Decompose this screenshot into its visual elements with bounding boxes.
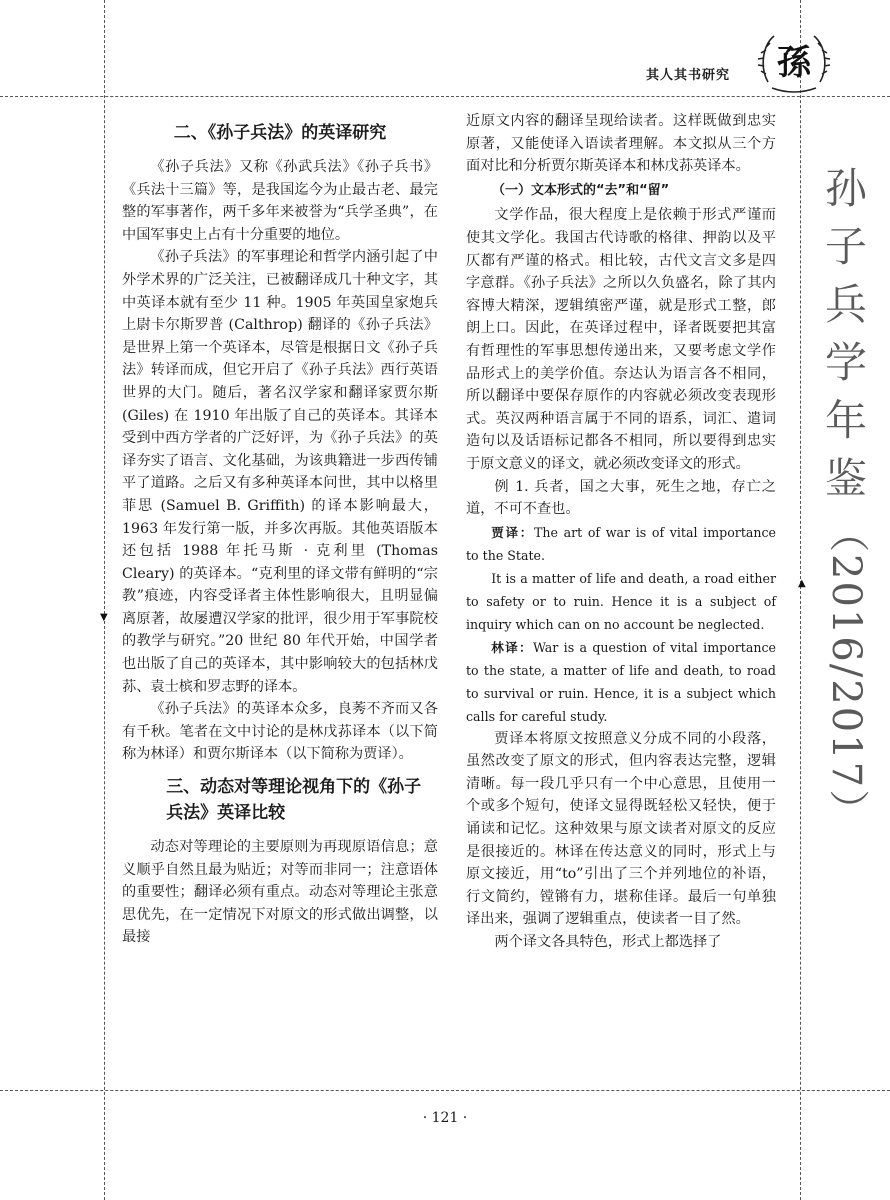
section-heading: 二、《孙子兵法》的英译研究 (173, 123, 387, 143)
paragraph: 贾译本将原文按照意义分成不同的小段落，虽然改变了原文的形式，但内容表达完整，逻辑清晰。每一段几乎只有一个中心意思，且使用一个或多个短句，使译文显得既轻松又轻快，便于诵读和记忆。这种效果与原文读者对原文的反应是很接近的。林译在传达意义的同时，形式上与原文接近，用“to”引出了三个并列地位的补语，行文简约，镗锵有力，堪称佳译。最后一句单独译出来，强调了逻辑重点，使读者一目了然。 (466, 730, 776, 928)
running-title: 其人其书研究 (645, 68, 730, 83)
side-title-char: 孙 (824, 164, 867, 213)
side-title-year: （2016/2017） (823, 512, 869, 832)
right-column (466, 110, 776, 954)
side-title-char: 学 (824, 338, 867, 387)
paragraph: 文学作品，很大程度上是依赖于形式严谨而使其文学化。我国古代诗歌的格律、押韵以及平仄都有严谨的格式。相比较，古代文言文多是四字意群。《孙子兵法》之所以久负盛名，除了其内容博大精深，逻辑缜密严谨，就是形式工整，郎朗上口。因此，在英译过程中，译者既要把其富有哲理性的军事思想传递出来，又要考虑文学作品形式上的美学价值。奈达认为语言各不相同，所以翻译中要保存原作的内容就必须改变表现形式。英汉两种语言属于不同的语系，词汇、遣词造句以及话语标记都各不相同，所以要得到忠实于原文意义的译文，就必须改变译文的形式。 (466, 207, 776, 472)
example-text: 例 1. 兵者，国之大事，死生之地，存亡之道，不可不查也。 (466, 478, 776, 518)
paragraph: 《孙子兵法》的军事理论和哲学内涵引起了中外学术界的广泛关注，已被翻译成几十种文字，其中英译本就有至少 11 种。1905 年英国皇家炮兵上尉卡尔斯罗普 (Calthrop) 翻译的《孙子兵法》是世界上第一个英译本，尽管是根据日文《孙子兵法》转译而成，但它开启了《孙子兵法》西行英语世界的大门。随后，著名汉学家和翻译家贾尔斯 (Giles) 在 1910 年出版了自己的英译本。其译本受到中西方学者的广泛好评，为《孙子兵法》的英译夯实了语言、文化基础，为该典籍进一步西传铺平了道路。之后又有多种英译本问世，其中以格里菲思 (Samuel B. Griffith) 的译本影响最大，1963 年发行第一版，并多次再版。其他英语版本还包括 1988 年托马斯 · 克利里 (Thomas Cleary) 的英译本。“克利里的译文带有鲜明的“宗教”痕迹，内容受译者主体性影响很大，且明显偏离原著，故屡遭汉学家的批评，很少用于军事院校的教学与研究。”20 世纪 80 年代开始，中国学者也出版了自己的英译本，其中影响较大的包括林戊荪、袁士槟和罗志野的译本。 (122, 249, 438, 695)
translation-text: The art of war is of vital importance to the State. (466, 524, 776, 563)
svg-text:孫: 孫 (777, 43, 811, 83)
translation-label: 林译： (491, 639, 533, 655)
side-title-char: 鉴 (824, 454, 867, 503)
yearbook-side-title (806, 160, 886, 831)
triangle-down-icon: ▼ (100, 612, 108, 623)
giles-translation (466, 521, 776, 567)
left-column (122, 110, 438, 949)
side-title-char: 子 (824, 222, 867, 271)
subsection-heading: （一）文本形式的“去”和“留” (492, 182, 670, 198)
section-heading: 三、动态对等理论视角下的《孙子兵法》英译比较 (166, 777, 422, 824)
paragraph: 《孙子兵法》的英译本众多，良莠不齐而又各有千秋。笔者在文中讨论的是林戊荪译本（以下简称为林译）和贾尔斯译本（以下简称为贾译）。 (122, 701, 438, 763)
right-margin-rule (800, 0, 801, 1200)
journal-logo-icon (756, 24, 832, 100)
triangle-up-icon: ▲ (798, 578, 806, 589)
paragraph: 《孙子兵法》又称《孙武兵法》《孙子兵书》《兵法十三篇》等，是我国迄今为止最古老、最完整的军事著作，两千多年来被誉为“兵学圣典”，在中国军事史上占有十分重要的地位。 (122, 159, 438, 243)
translation-text: War is a question of vital importance to the state, a matter of life and death, to road to survival or ruin. Hence, it is a subject which calls for careful study. (466, 639, 776, 724)
footer-rule (0, 1090, 890, 1091)
paragraph: 两个译文各具特色，形式上都选择了 (494, 934, 722, 951)
giles-translation-cont: It is a matter of life and death, a road either to safety or to ruin. Hence it is a subject of inquiry which can on no account be neglected. (466, 570, 776, 632)
lin-translation (466, 636, 776, 728)
paragraph: 近原文内容的翻译呈现给读者。这样既做到忠实原著，又能使译入语读者理解。本文拟从三个方面对比和分析贾尔斯英译本和林戊荪英译本。 (466, 113, 776, 175)
side-title-char: 兵 (824, 280, 867, 329)
paragraph: 动态对等理论的主要原则为再现原语信息；意义顺乎自然且最为贴近；对等而非同一；注意语体的重要性；翻译必须有重点。动态对等理论主张意思优先，在一定情况下对原文的形式做出调整，以最接 (122, 839, 438, 946)
page-number: · 121 · (422, 1110, 468, 1126)
left-margin-rule (104, 0, 105, 1200)
translation-label: 贾译： (491, 524, 534, 540)
side-title-char: 年 (824, 396, 867, 445)
